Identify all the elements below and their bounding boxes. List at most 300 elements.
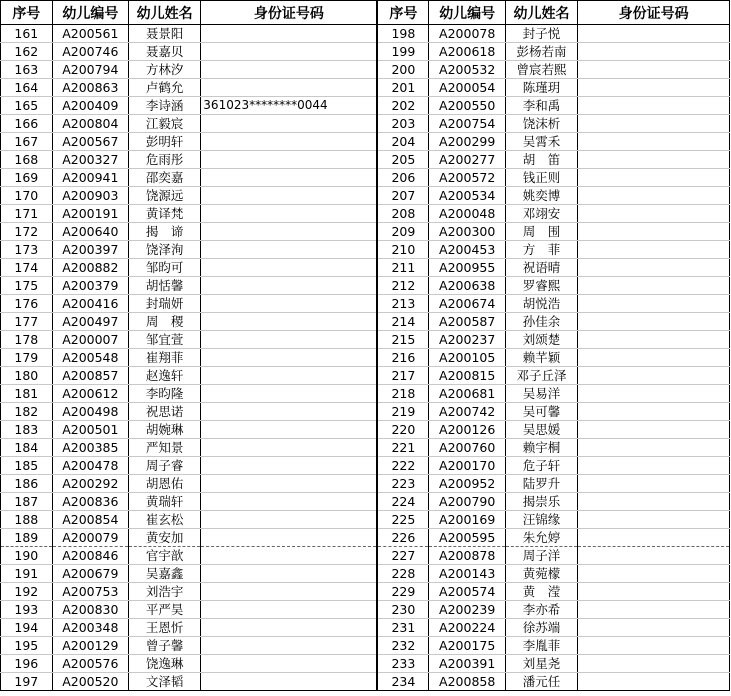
seq-cell: 221 (377, 439, 429, 457)
child-name-cell: 赵逸轩 (129, 367, 201, 385)
child-name-cell: 平严昊 (129, 601, 201, 619)
id-card-cell (201, 385, 378, 403)
id-card-cell (578, 529, 730, 547)
id-card-cell (201, 547, 378, 565)
seq-cell: 215 (377, 331, 429, 349)
child-id-cell: A200903 (52, 187, 128, 205)
seq-cell: 199 (377, 43, 429, 61)
child-name-cell: 祝思诺 (129, 403, 201, 421)
child-name-cell: 封子悦 (505, 25, 577, 43)
child-id-cell: A200574 (429, 583, 505, 601)
id-card-cell (578, 547, 730, 565)
seq-cell: 219 (377, 403, 429, 421)
child-id-cell: A200640 (52, 223, 128, 241)
seq-cell: 212 (377, 277, 429, 295)
child-id-cell: A200501 (52, 421, 128, 439)
seq-cell: 176 (1, 295, 53, 313)
child-id-cell: A200815 (429, 367, 505, 385)
roster-body (1, 25, 730, 691)
child-id-cell: A200379 (52, 277, 128, 295)
seq-cell: 178 (1, 331, 53, 349)
header-row (1, 1, 730, 25)
seq-cell: 224 (377, 493, 429, 511)
child-name-cell: 方 菲 (505, 241, 577, 259)
child-name-cell: 李和禹 (505, 97, 577, 115)
child-name-cell: 彭明轩 (129, 133, 201, 151)
seq-cell: 217 (377, 367, 429, 385)
child-name-cell: 刘颂楚 (505, 331, 577, 349)
child-name-cell: 刘星尧 (505, 655, 577, 673)
table-row (1, 277, 730, 295)
table-row (1, 223, 730, 241)
child-id-cell: A200882 (52, 259, 128, 277)
id-card-cell (578, 277, 730, 295)
seq-cell: 230 (377, 601, 429, 619)
table-row (1, 565, 730, 583)
seq-cell: 203 (377, 115, 429, 133)
child-name-cell: 封瑞妍 (129, 295, 201, 313)
child-id-cell: A200534 (429, 187, 505, 205)
id-card-cell (201, 259, 378, 277)
child-id-cell: A200079 (52, 529, 128, 547)
child-id-cell: A200453 (429, 241, 505, 259)
seq-cell: 163 (1, 61, 53, 79)
table-row (1, 169, 730, 187)
child-id-cell: A200129 (52, 637, 128, 655)
seq-cell: 185 (1, 457, 53, 475)
id-card-cell (201, 439, 378, 457)
table-row (1, 97, 730, 115)
seq-cell: 232 (377, 637, 429, 655)
seq-cell: 166 (1, 115, 53, 133)
child-name-cell: 崔玄松 (129, 511, 201, 529)
id-card-cell (201, 79, 378, 97)
child-name-cell: 危雨彤 (129, 151, 201, 169)
table-row (1, 367, 730, 385)
child-name-cell: 邓子丘泽 (505, 367, 577, 385)
child-name-cell: 胡婉琳 (129, 421, 201, 439)
child-name-cell: 胡恩佑 (129, 475, 201, 493)
header-seq: 序号 (1, 1, 53, 25)
child-name-cell: 孙佳余 (505, 313, 577, 331)
id-card-cell (578, 241, 730, 259)
id-card-cell (578, 367, 730, 385)
child-id-cell: A200532 (429, 61, 505, 79)
seq-cell: 169 (1, 169, 53, 187)
child-id-cell: A200794 (52, 61, 128, 79)
id-card-cell (578, 457, 730, 475)
id-card-cell (578, 259, 730, 277)
child-id-cell: A200760 (429, 439, 505, 457)
child-id-cell: A200054 (429, 79, 505, 97)
id-card-cell (578, 313, 730, 331)
child-id-cell: A200567 (52, 133, 128, 151)
child-id-cell: A200548 (52, 349, 128, 367)
seq-cell: 209 (377, 223, 429, 241)
seq-cell: 161 (1, 25, 53, 43)
table-row (1, 61, 730, 79)
seq-cell: 182 (1, 403, 53, 421)
seq-cell: 192 (1, 583, 53, 601)
seq-cell: 179 (1, 349, 53, 367)
child-id-cell: A200170 (429, 457, 505, 475)
child-name-cell: 吴易洋 (505, 385, 577, 403)
id-card-cell (201, 223, 378, 241)
child-id-cell: A200618 (429, 43, 505, 61)
child-id-cell: A200790 (429, 493, 505, 511)
id-card-cell (578, 385, 730, 403)
table-row (1, 331, 730, 349)
child-name-cell: 罗睿熙 (505, 277, 577, 295)
id-card-cell (201, 349, 378, 367)
seq-cell: 223 (377, 475, 429, 493)
id-card-cell (201, 61, 378, 79)
seq-cell: 175 (1, 277, 53, 295)
table-row (1, 259, 730, 277)
child-name-cell: 朱允婷 (505, 529, 577, 547)
id-card-cell (201, 241, 378, 259)
id-card-cell (578, 421, 730, 439)
child-id-cell: A200397 (52, 241, 128, 259)
child-name-cell: 卢鹤允 (129, 79, 201, 97)
child-name-cell: 徐苏端 (505, 619, 577, 637)
header-child-name: 幼儿姓名 (129, 1, 201, 25)
child-id-cell: A200679 (52, 565, 128, 583)
seq-cell: 200 (377, 61, 429, 79)
seq-cell: 181 (1, 385, 53, 403)
child-name-cell: 邓翊安 (505, 205, 577, 223)
table-row (1, 295, 730, 313)
child-id-cell: A200299 (429, 133, 505, 151)
seq-cell: 183 (1, 421, 53, 439)
seq-cell: 213 (377, 295, 429, 313)
seq-cell: 170 (1, 187, 53, 205)
seq-cell: 198 (377, 25, 429, 43)
child-id-cell: A200105 (429, 349, 505, 367)
table-row (1, 637, 730, 655)
id-card-cell (578, 439, 730, 457)
id-card-cell (578, 583, 730, 601)
child-name-cell: 严知景 (129, 439, 201, 457)
seq-cell: 218 (377, 385, 429, 403)
child-name-cell: 吴嘉鑫 (129, 565, 201, 583)
child-name-cell: 曾宸若熙 (505, 61, 577, 79)
seq-cell: 206 (377, 169, 429, 187)
id-card-cell (201, 313, 378, 331)
seq-cell: 184 (1, 439, 53, 457)
table-row (1, 133, 730, 151)
child-id-cell: A200612 (52, 385, 128, 403)
child-name-cell: 吴霄禾 (505, 133, 577, 151)
id-card-cell (201, 331, 378, 349)
child-name-cell: 李诗涵 (129, 97, 201, 115)
table-row (1, 529, 730, 547)
seq-cell: 162 (1, 43, 53, 61)
child-name-cell: 黄 滢 (505, 583, 577, 601)
id-card-cell (201, 601, 378, 619)
child-id-cell: A200007 (52, 331, 128, 349)
child-name-cell: 赖宇桐 (505, 439, 577, 457)
child-name-cell: 黄译梵 (129, 205, 201, 223)
child-name-cell: 王恩忻 (129, 619, 201, 637)
id-card-cell (201, 169, 378, 187)
id-card-cell (201, 277, 378, 295)
id-card-cell: 361023********0044 (201, 97, 378, 115)
child-id-cell: A200292 (52, 475, 128, 493)
seq-cell: 210 (377, 241, 429, 259)
child-name-cell: 饶源远 (129, 187, 201, 205)
child-id-cell: A200237 (429, 331, 505, 349)
child-id-cell: A200126 (429, 421, 505, 439)
child-id-cell: A200175 (429, 637, 505, 655)
child-name-cell: 饶逸琳 (129, 655, 201, 673)
seq-cell: 187 (1, 493, 53, 511)
child-name-cell: 饶沫析 (505, 115, 577, 133)
id-card-cell (201, 619, 378, 637)
seq-cell: 211 (377, 259, 429, 277)
seq-cell: 208 (377, 205, 429, 223)
id-card-cell (578, 403, 730, 421)
seq-cell: 172 (1, 223, 53, 241)
child-name-cell: 刘浩宇 (129, 583, 201, 601)
child-id-cell: A200348 (52, 619, 128, 637)
child-name-cell: 吴思媛 (505, 421, 577, 439)
child-id-cell: A200830 (52, 601, 128, 619)
id-card-cell (578, 97, 730, 115)
child-name-cell: 祝语晴 (505, 259, 577, 277)
child-id-cell: A200078 (429, 25, 505, 43)
child-name-cell: 邹宜萱 (129, 331, 201, 349)
child-id-cell: A200746 (52, 43, 128, 61)
seq-cell: 205 (377, 151, 429, 169)
id-card-cell (201, 43, 378, 61)
child-name-cell: 姚奕博 (505, 187, 577, 205)
child-name-cell: 李昀隆 (129, 385, 201, 403)
seq-cell: 189 (1, 529, 53, 547)
id-card-cell (578, 619, 730, 637)
child-name-cell: 胡悦浩 (505, 295, 577, 313)
seq-cell: 227 (377, 547, 429, 565)
child-id-cell: A200572 (429, 169, 505, 187)
child-name-cell: 周 稷 (129, 313, 201, 331)
seq-cell: 168 (1, 151, 53, 169)
seq-cell: 226 (377, 529, 429, 547)
table-row (1, 115, 730, 133)
child-id-cell: A200143 (429, 565, 505, 583)
id-card-cell (578, 169, 730, 187)
seq-cell: 173 (1, 241, 53, 259)
child-name-cell: 胡恬馨 (129, 277, 201, 295)
child-name-cell: 黄安加 (129, 529, 201, 547)
id-card-cell (578, 205, 730, 223)
table-row (1, 655, 730, 673)
id-card-cell (201, 529, 378, 547)
header-id-card: 身份证号码 (201, 1, 378, 25)
child-id-cell: A200224 (429, 619, 505, 637)
id-card-cell (578, 187, 730, 205)
child-id-cell: A200277 (429, 151, 505, 169)
seq-cell: 177 (1, 313, 53, 331)
seq-cell: 167 (1, 133, 53, 151)
child-name-cell: 胡 笛 (505, 151, 577, 169)
child-name-cell: 方林汐 (129, 61, 201, 79)
child-id-cell: A200587 (429, 313, 505, 331)
child-name-cell: 李亦希 (505, 601, 577, 619)
header-child-name: 幼儿姓名 (505, 1, 577, 25)
child-id-cell: A200854 (52, 511, 128, 529)
id-card-cell (201, 475, 378, 493)
id-card-cell (578, 565, 730, 583)
child-name-cell: 黄菀檬 (505, 565, 577, 583)
child-name-cell: 陆罗升 (505, 475, 577, 493)
seq-cell: 194 (1, 619, 53, 637)
child-name-cell: 揭 谛 (129, 223, 201, 241)
child-name-cell: 黄瑞轩 (129, 493, 201, 511)
seq-cell: 196 (1, 655, 53, 673)
child-name-cell: 周 围 (505, 223, 577, 241)
child-name-cell: 周子睿 (129, 457, 201, 475)
seq-cell: 191 (1, 565, 53, 583)
table-row (1, 205, 730, 223)
id-card-cell (201, 205, 378, 223)
child-id-cell: A200478 (52, 457, 128, 475)
table-row (1, 313, 730, 331)
child-name-cell: 官宇歆 (129, 547, 201, 565)
id-card-cell (578, 493, 730, 511)
table-row (1, 403, 730, 421)
child-id-cell: A200191 (52, 205, 128, 223)
table-row (1, 601, 730, 619)
table-row (1, 583, 730, 601)
child-id-cell: A200391 (429, 655, 505, 673)
child-id-cell: A200497 (52, 313, 128, 331)
seq-cell: 202 (377, 97, 429, 115)
seq-cell: 228 (377, 565, 429, 583)
child-id-cell: A200742 (429, 403, 505, 421)
id-card-cell (201, 115, 378, 133)
child-name-cell: 饶泽洵 (129, 241, 201, 259)
child-name-cell: 汪锦缘 (505, 511, 577, 529)
child-id-cell: A200638 (429, 277, 505, 295)
id-card-cell (201, 151, 378, 169)
child-id-cell: A200804 (52, 115, 128, 133)
child-id-cell: A200681 (429, 385, 505, 403)
seq-cell: 164 (1, 79, 53, 97)
id-card-cell (578, 115, 730, 133)
id-card-cell (578, 61, 730, 79)
id-card-cell (201, 187, 378, 205)
table-row (1, 151, 730, 169)
seq-cell: 174 (1, 259, 53, 277)
child-name-cell: 曾子馨 (129, 637, 201, 655)
seq-cell: 201 (377, 79, 429, 97)
id-card-cell (201, 403, 378, 421)
child-id-cell: A200955 (429, 259, 505, 277)
id-card-cell (578, 475, 730, 493)
child-id-cell: A200498 (52, 403, 128, 421)
id-card-cell (578, 223, 730, 241)
id-card-cell (201, 25, 378, 43)
table-row (1, 385, 730, 403)
table-row (1, 241, 730, 259)
child-id-cell: A200576 (52, 655, 128, 673)
id-card-cell (578, 673, 730, 691)
seq-cell: 216 (377, 349, 429, 367)
child-id-cell: A200674 (429, 295, 505, 313)
seq-cell: 190 (1, 547, 53, 565)
id-card-cell (201, 655, 378, 673)
seq-cell: 207 (377, 187, 429, 205)
child-id-cell: A200857 (52, 367, 128, 385)
id-card-cell (578, 331, 730, 349)
child-id-cell: A200858 (429, 673, 505, 691)
id-card-cell (201, 565, 378, 583)
child-name-cell: 陈瑾玥 (505, 79, 577, 97)
child-id-cell: A200048 (429, 205, 505, 223)
seq-cell: 204 (377, 133, 429, 151)
seq-cell: 231 (377, 619, 429, 637)
header-child-id: 幼儿编号 (429, 1, 505, 25)
child-name-cell: 赖芊颖 (505, 349, 577, 367)
seq-cell: 197 (1, 673, 53, 691)
child-name-cell: 李胤菲 (505, 637, 577, 655)
child-name-cell: 揭崇乐 (505, 493, 577, 511)
table-row (1, 475, 730, 493)
table-row (1, 25, 730, 43)
table-row (1, 439, 730, 457)
child-id-cell: A200836 (52, 493, 128, 511)
id-card-cell (201, 583, 378, 601)
id-card-cell (201, 637, 378, 655)
seq-cell: 225 (377, 511, 429, 529)
seq-cell: 195 (1, 637, 53, 655)
seq-cell: 233 (377, 655, 429, 673)
seq-cell: 229 (377, 583, 429, 601)
child-name-cell: 周子洋 (505, 547, 577, 565)
child-id-cell: A200169 (429, 511, 505, 529)
child-name-cell: 聂嘉贝 (129, 43, 201, 61)
child-id-cell: A200239 (429, 601, 505, 619)
child-name-cell: 彭杨若南 (505, 43, 577, 61)
id-card-cell (578, 151, 730, 169)
id-card-cell (201, 367, 378, 385)
seq-cell: 165 (1, 97, 53, 115)
id-card-cell (201, 133, 378, 151)
id-card-cell (578, 79, 730, 97)
id-card-cell (201, 493, 378, 511)
child-name-cell: 钱正则 (505, 169, 577, 187)
child-id-cell: A200753 (52, 583, 128, 601)
table-row (1, 547, 730, 565)
id-card-cell (201, 673, 378, 691)
seq-cell: 220 (377, 421, 429, 439)
child-id-cell: A200520 (52, 673, 128, 691)
child-id-cell: A200416 (52, 295, 128, 313)
seq-cell: 222 (377, 457, 429, 475)
id-card-cell (578, 349, 730, 367)
table-row (1, 511, 730, 529)
seq-cell: 193 (1, 601, 53, 619)
table-row (1, 349, 730, 367)
id-card-cell (201, 511, 378, 529)
child-name-cell: 吴可馨 (505, 403, 577, 421)
child-name-cell: 聂景阳 (129, 25, 201, 43)
child-id-cell: A200595 (429, 529, 505, 547)
id-card-cell (578, 133, 730, 151)
seq-cell: 186 (1, 475, 53, 493)
child-name-cell: 文泽韬 (129, 673, 201, 691)
table-row (1, 619, 730, 637)
